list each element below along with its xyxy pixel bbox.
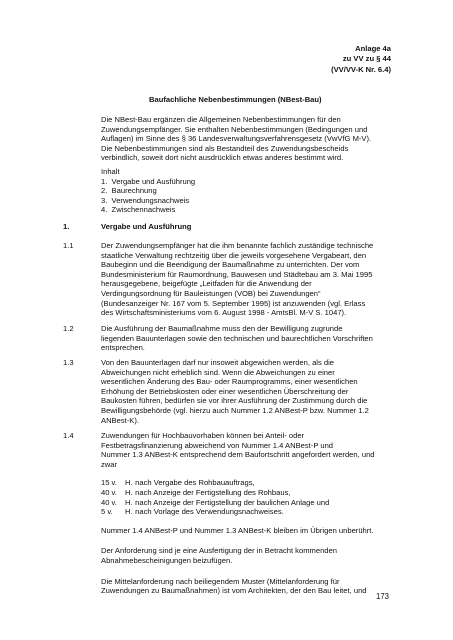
paragraph-text <box>101 358 401 425</box>
schedule-item <box>101 507 401 517</box>
text-block <box>101 546 401 565</box>
text-line: Verdingungsordnung für Bauleistungen (VOB) bei Zuwendungen“ <box>101 288 321 298</box>
text-line: wesentlichen Änderung des Bau- oder Raumprogramms, einer wesentlichen <box>101 377 358 387</box>
schedule-item <box>101 498 401 508</box>
annex-line: (VV/VV-K Nr. 6.4) <box>331 64 391 74</box>
schedule-text: nach Anzeige der Fertigstellung des Rohbaus, <box>135 487 291 497</box>
schedule-text: nach Vorlage des Verwendungsnachweises. <box>135 507 284 517</box>
text-line: Zuwendungen zu Baumaßnahmen) ist vom Architekten, der den Bau leitet, und <box>101 586 367 596</box>
annex-line: zu VV zu § 44 <box>342 54 391 64</box>
text-line: Der Zuwendungsempfänger hat die ihm benannte fachlich zuständige technische <box>101 241 374 250</box>
text-line: ANBest-K). <box>101 415 139 425</box>
toc-item: 4. Zwischennachweis <box>101 205 176 215</box>
paragraph-text <box>101 324 401 353</box>
toc-item: 3. Verwendungsnachweis <box>101 195 190 205</box>
paragraph-text <box>101 431 401 596</box>
payment-schedule <box>101 478 401 516</box>
text-line: Bundesministerium für Raumordnung, Bauwesen und Städtebau am 3. Mai 1995 <box>101 269 373 279</box>
schedule-text: nach Vergabe des Rohbauauftrags, <box>135 478 255 488</box>
table-of-contents <box>101 167 401 215</box>
text-line: zwar <box>101 459 118 469</box>
paragraph-text <box>101 241 401 318</box>
text-line: entsprechen. <box>101 343 145 353</box>
text-line: Erhöhung der Betriebskosten oder einer wesentlichen Überschreitung der <box>101 386 349 396</box>
text-line: Die NBest-Bau ergänzen die Allgemeinen Nebenbestimmungen für den <box>101 115 341 124</box>
text-line: Baukosten führen, bedürfen sie vor ihrer Ausführung der Zustimmung durch die <box>101 396 368 406</box>
text-line: Der Anforderung sind je eine Ausfertigung der in Betracht kommenden <box>101 546 337 556</box>
section-title: Vergabe und Ausführung <box>101 222 192 231</box>
toc-item: 1. Vergabe und Ausführung <box>101 176 196 186</box>
text-line: Festbetragsfinanzierung abweichend von Nummer 1.4 ANBest-P und <box>101 440 334 450</box>
schedule-percent: 5 v. <box>101 507 113 517</box>
schedule-percent: 15 v. <box>101 478 117 488</box>
text-line: des Wirtschaftsministeriums vom 6. August 1998 - AmtsBl. M-V S. 1047). <box>101 308 347 318</box>
text-line: Zuwendungen für Hochbauvorhaben können bei Anteil- oder <box>101 431 305 440</box>
text-line: Nummer 1.4 ANBest-P und Nummer 1.3 ANBest-K bleiben im Übrigen unberührt. <box>101 525 374 535</box>
schedule-percent: 40 v. <box>101 497 117 507</box>
toc-heading: Inhalt <box>101 167 120 176</box>
text-line: Abnahmebescheinigungen beizufügen. <box>101 555 233 565</box>
text-line: staatliche Verwaltung rechtzeitig über die jeweils vorgesehene Vergabeart, den <box>101 250 367 260</box>
text-line: Von den Bauunterlagen darf nur insoweit abgewichen werden, als die <box>101 358 335 367</box>
text-line: liegenden Bauunterlagen sowie den technischen und baurechtlichen Vorschriften <box>101 333 373 343</box>
schedule-text: nach Anzeige der Fertigstellung der baulichen Anlage und <box>135 497 330 507</box>
text-line: (Bundesanzeiger Nr. 167 vom 5. September 1995) ist anzuwenden (vgl. Erlass <box>101 298 366 308</box>
annex-reference <box>331 44 391 75</box>
text-line: Die Mittelanforderung nach beiliegendem Muster (Mittelanforderung für <box>101 576 340 586</box>
paragraph-number: 1.3 <box>63 358 74 367</box>
annex-line: Anlage 4a <box>355 44 391 53</box>
text-line: Die Nebenbestimmungen sind als Bestandteil des Zuwendungsbescheids <box>101 143 349 153</box>
text-block <box>101 577 401 596</box>
section-number: 1. <box>63 222 70 231</box>
schedule-unit: H. <box>125 487 133 497</box>
paragraph-number: 1.4 <box>63 431 74 440</box>
page-number: 173 <box>376 592 390 601</box>
schedule-item <box>101 488 401 498</box>
schedule-unit: H. <box>125 497 133 507</box>
paragraph-number: 1.1 <box>63 241 74 250</box>
intro-paragraph <box>101 115 401 163</box>
schedule-item <box>101 478 401 488</box>
text-line: Bewilligungsbehörde (vgl. hierzu auch Nummer 1.2 ANBest-P bzw. Nummer 1.2 <box>101 405 369 415</box>
text-line: Die Ausführung der Baumaßnahme muss den der Bewilligung zugrunde <box>101 324 343 333</box>
document-title: Baufachliche Nebenbestimmungen (NBest-Bau) <box>149 95 322 104</box>
text-line: Baubeginn und die Beendigung der Baumaßnahme zu unterrichten. Der vom <box>101 260 360 270</box>
text-line: Auflagen) im Sinne des § 36 Landesverwaltungsverfahrensgesetz (VwVfG M-V). <box>101 134 372 144</box>
schedule-unit: H. <box>125 507 133 517</box>
schedule-unit: H. <box>125 478 133 488</box>
text-line: Nummer 1.3 ANBest-K entsprechend dem Baufortschritt angefordert werden, und <box>101 450 375 460</box>
text-line: herausgegebene, beigefügte „Leitfaden für die Anwendung der <box>101 279 312 289</box>
text-line: Zuwendungsempfänger. Sie enthalten Nebenbestimmungen (Bedingungen und <box>101 124 368 134</box>
schedule-percent: 40 v. <box>101 487 117 497</box>
toc-item: 2. Baurechnung <box>101 186 157 196</box>
text-line: Abweichungen nicht erheblich sind. Wenn die Abweichungen zu einer <box>101 367 335 377</box>
paragraph-number: 1.2 <box>63 324 74 333</box>
text-line: verbindlich, soweit dort nicht ausdrücklich etwas anderes bestimmt wird. <box>101 153 344 163</box>
